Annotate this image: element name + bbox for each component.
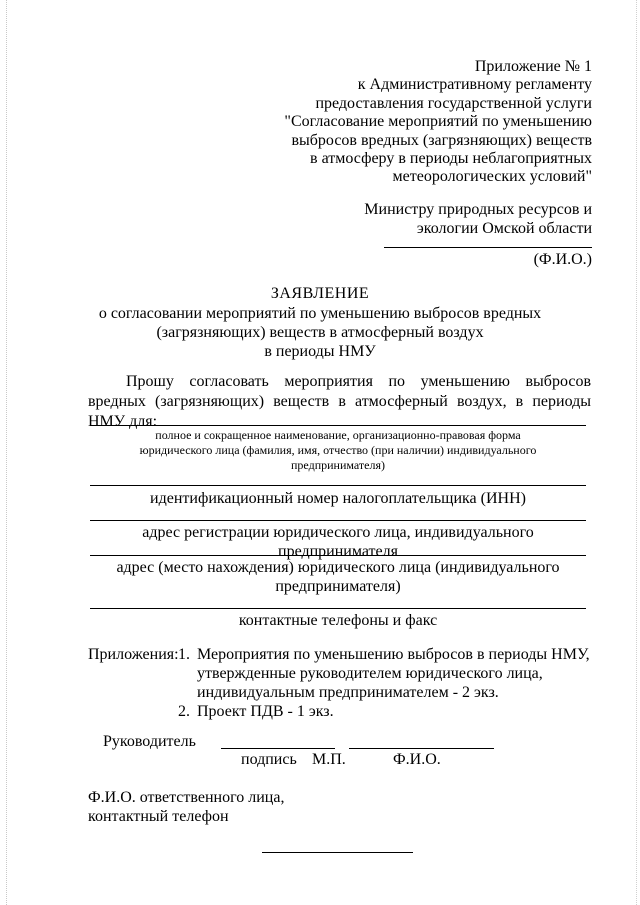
subtitle-line: о согласовании мероприятий по уменьшению выбросов вредных [98,305,542,322]
attachment-line: индивидуальным предпринимателем - 2 экз. [197,684,499,701]
attachment-line: Мероприятия по уменьшению выбросов в периоды НМУ, [197,646,590,663]
attachment-item [178,645,598,702]
inn-caption [90,489,586,508]
caption-line: контактные телефоны и факс [238,612,438,629]
phone-fax-caption [90,611,586,630]
addressee-fio-caption: (Ф.И.О.) [533,251,592,268]
location-address-line[interactable] [90,555,586,556]
caption-line: предпринимателя) [275,578,401,595]
phone-fax-line[interactable] [90,608,586,609]
request-text: Прошу согласовать мероприятия по уменьшению выбросов вредных (загрязняющих) веществ в атмосферный воздух, в периоды НМУ для: [88,373,591,430]
bottom-blank-line[interactable] [262,852,413,853]
location-address-caption [90,558,586,596]
attachment-number: 1. [178,646,190,663]
responsible-line: Ф.И.О. ответственного лица, [88,789,285,806]
header-line: Приложение № 1 [474,58,592,75]
addressee-block [292,200,592,238]
caption-line: адрес регистрации юридического лица, индивидуального предпринимателя [142,524,534,560]
caption-line: полное и сокращенное наименование, организационно-правовая форма [155,428,521,442]
subtitle-line: (загрязняющих) веществ в атмосферный воздух [156,324,484,341]
head-fio-caption: Ф.И.О. [393,751,441,768]
scan-edge-right [636,0,637,905]
caption-line: предпринимателя) [291,458,385,472]
header-line: "Согласование мероприятий по уменьшению [284,113,592,131]
document-subtitle [0,304,640,361]
caption-line: юридического лица (фамилия, имя, отчество (при наличии) индивидуального [139,443,537,457]
caption-line: адрес (место нахождения) юридического лица (индивидуального [116,559,560,576]
addressee-line: Министру природных ресурсов и [364,201,592,218]
responsible-line: контактный телефон [88,808,229,825]
header-line: выбросов вредных (загрязняющих) веществ [291,131,592,149]
head-signature-label: Руководитель [103,733,196,750]
header-line: в атмосферу в периоды неблагоприятных [310,150,592,168]
head-fio-line[interactable] [349,748,494,749]
appendix-header [232,58,592,187]
scan-edge-left [6,0,7,905]
subtitle-line: в периоды НМУ [264,343,376,360]
registration-address-line[interactable] [90,520,586,521]
attachments-list [178,645,598,721]
attachment-number: 2. [178,703,190,720]
addressee-line: экологии Омской области [416,220,592,237]
attachment-line: утвержденные руководителем юридического лица, [197,665,543,682]
header-line: к Административному регламенту [357,76,592,94]
document-title: ЗАЯВЛЕНИЕ [270,285,370,302]
request-paragraph [88,372,591,432]
inn-line[interactable] [90,485,586,486]
attachment-item [178,702,598,721]
header-line: предоставления государственной услуги [315,94,592,112]
attachments-label: Приложения: [88,646,179,663]
signature-caption: подпись [241,751,297,768]
signature-line[interactable] [221,748,335,749]
responsible-person-block [88,788,284,826]
caption-line: идентификационный номер налогоплательщика (ИНН) [150,490,526,507]
applicant-name-line[interactable] [90,425,586,426]
applicant-name-caption [90,428,586,473]
header-line: метеорологических условий" [392,168,592,186]
addressee-fio-line[interactable] [384,247,592,248]
attachment-line: Проект ПДВ - 1 экз. [197,703,334,720]
stamp-caption: М.П. [312,751,346,768]
